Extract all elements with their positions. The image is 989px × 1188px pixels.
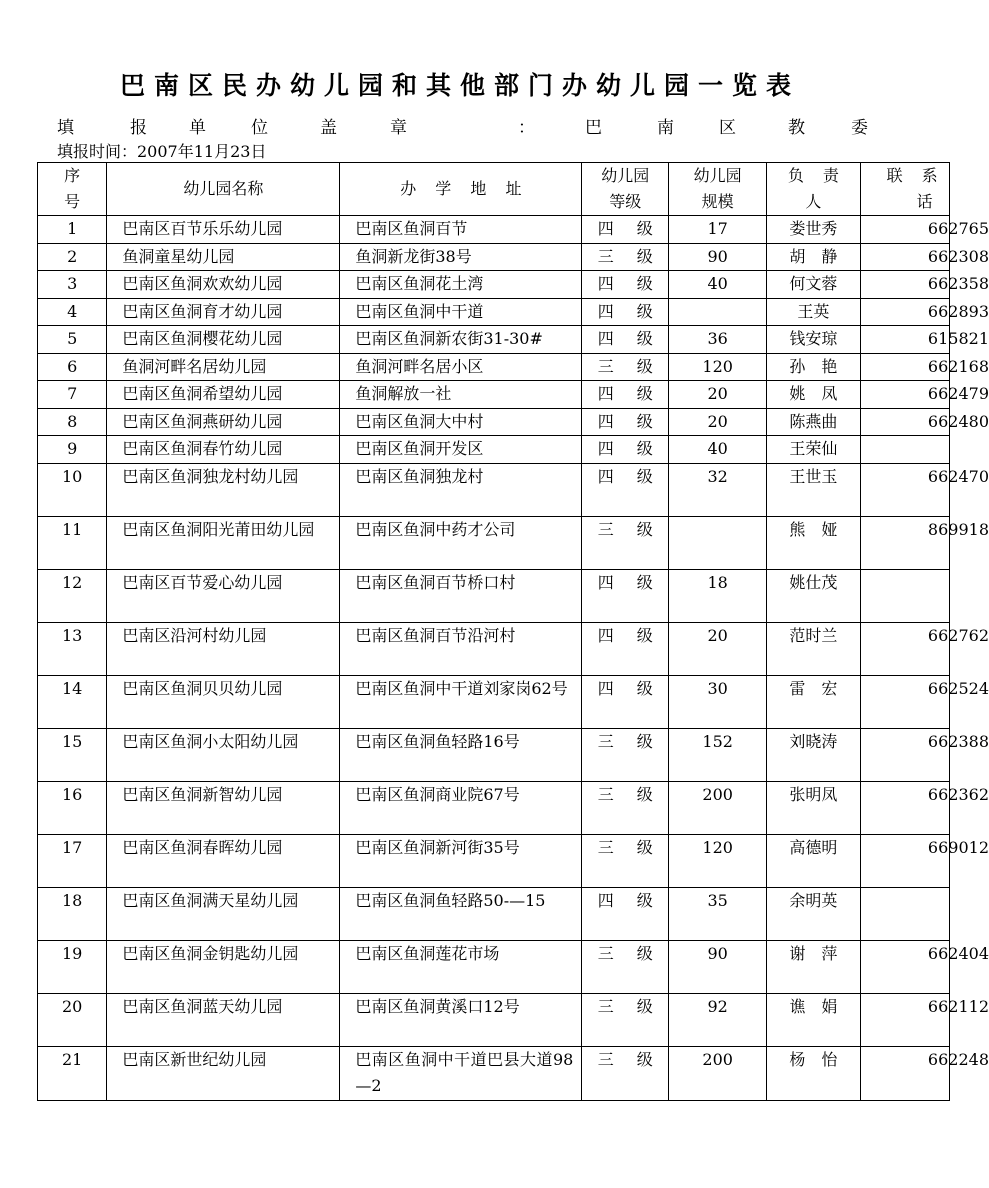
table-row xyxy=(38,271,950,299)
row-head: 何文蓉 xyxy=(767,271,860,299)
row-scale: 120 xyxy=(669,834,767,887)
row-phone-text: 662479 xyxy=(927,384,989,403)
header-head: 负 责 人 xyxy=(767,163,860,216)
row-address: 巴南区鱼洞开发区 xyxy=(340,436,582,464)
row-level: 三 级 xyxy=(582,728,669,781)
row-phone xyxy=(860,728,989,781)
row-head: 范时兰 xyxy=(767,622,860,675)
row-seq: 14 xyxy=(38,675,107,728)
row-name: 巴南区鱼洞欢欢幼儿园 xyxy=(107,271,340,299)
row-level: 四 级 xyxy=(582,887,669,940)
table-row xyxy=(38,622,950,675)
table-row xyxy=(38,298,950,326)
row-head: 王世玉 xyxy=(767,463,860,516)
row-seq: 19 xyxy=(38,940,107,993)
unit-line-char: ： xyxy=(518,118,535,138)
row-scale: 18 xyxy=(669,569,767,622)
table-row xyxy=(38,408,950,436)
table-row xyxy=(38,728,950,781)
row-phone xyxy=(860,675,989,728)
row-head: 钱安琼 xyxy=(767,326,860,354)
row-seq: 11 xyxy=(38,516,107,569)
row-scale: 90 xyxy=(669,243,767,271)
table-row xyxy=(38,463,950,516)
row-name: 巴南区鱼洞金钥匙幼儿园 xyxy=(107,940,340,993)
row-name: 巴南区鱼洞樱花幼儿园 xyxy=(107,326,340,354)
row-phone-text: 662358 xyxy=(927,274,989,293)
table-header-row xyxy=(38,163,950,216)
row-name: 巴南区鱼洞育才幼儿园 xyxy=(107,298,340,326)
row-scale: 30 xyxy=(669,675,767,728)
row-seq: 5 xyxy=(38,326,107,354)
row-level: 三 级 xyxy=(582,834,669,887)
row-phone-text: 662168 xyxy=(927,356,989,376)
row-level: 四 级 xyxy=(582,271,669,299)
row-address: 鱼洞河畔名居小区 xyxy=(340,353,582,381)
row-phone xyxy=(860,993,989,1046)
row-head: 陈燕曲 xyxy=(767,408,860,436)
row-seq: 4 xyxy=(38,298,107,326)
row-seq: 7 xyxy=(38,381,107,409)
row-phone xyxy=(860,436,949,464)
row-address: 巴南区鱼洞中药才公司 xyxy=(340,516,582,569)
row-phone-text: 662362 xyxy=(927,784,989,804)
row-phone xyxy=(860,381,989,409)
row-seq: 16 xyxy=(38,781,107,834)
row-address: 鱼洞新龙街38号 xyxy=(340,243,582,271)
row-head: 刘晓涛 xyxy=(767,728,860,781)
row-level: 三 级 xyxy=(582,781,669,834)
row-name: 巴南区鱼洞春竹幼儿园 xyxy=(107,436,340,464)
row-name: 巴南区鱼洞小太阳幼儿园 xyxy=(107,728,340,781)
row-level: 四 级 xyxy=(582,216,669,244)
row-address: 巴南区鱼洞鱼轻路50-—15 xyxy=(340,887,582,940)
table-row xyxy=(38,940,950,993)
row-head: 胡 静 xyxy=(767,243,860,271)
row-phone xyxy=(860,887,949,940)
row-scale: 32 xyxy=(669,463,767,516)
row-head: 余明英 xyxy=(767,887,860,940)
row-name: 巴南区鱼洞阳光莆田幼儿园 xyxy=(107,516,340,569)
unit-line-char: 区 xyxy=(719,118,736,138)
row-phone-text: 669012 xyxy=(927,837,989,857)
row-address: 巴南区鱼洞莲花市场 xyxy=(340,940,582,993)
row-scale: 40 xyxy=(669,436,767,464)
row-phone-text: 662388 xyxy=(927,731,989,751)
row-phone-text: 662308 xyxy=(927,246,989,266)
row-name: 巴南区鱼洞独龙村幼儿园 xyxy=(107,463,340,516)
kindergarten-table xyxy=(37,162,989,1101)
row-level: 三 级 xyxy=(582,243,669,271)
reporting-unit-line xyxy=(57,113,950,138)
table-row xyxy=(38,569,950,622)
row-phone xyxy=(860,781,989,834)
row-level: 四 级 xyxy=(582,298,669,326)
row-phone-text: 662765 xyxy=(927,219,989,238)
row-address: 巴南区鱼洞大中村 xyxy=(340,408,582,436)
row-head: 王荣仙 xyxy=(767,436,860,464)
row-name: 巴南区沿河村幼儿园 xyxy=(107,622,340,675)
header-name: 幼儿园名称 xyxy=(107,163,340,216)
row-head: 张明凤 xyxy=(767,781,860,834)
row-scale: 40 xyxy=(669,271,767,299)
row-seq: 10 xyxy=(38,463,107,516)
row-address: 巴南区鱼洞百节桥口村 xyxy=(340,569,582,622)
row-head: 谯 娟 xyxy=(767,993,860,1046)
row-level: 四 级 xyxy=(582,436,669,464)
row-address: 巴南区鱼洞商业院67号 xyxy=(340,781,582,834)
table-row xyxy=(38,353,950,381)
unit-line-char: 位 xyxy=(251,118,268,138)
row-phone-text: 662112 xyxy=(927,996,989,1016)
row-head: 姚 凤 xyxy=(767,381,860,409)
report-date: 填报时间：2007年11月23日 xyxy=(57,142,267,161)
row-phone xyxy=(860,326,989,354)
table-row xyxy=(38,675,950,728)
table-row xyxy=(38,243,950,271)
row-level: 三 级 xyxy=(582,353,669,381)
row-address: 巴南区鱼洞独龙村 xyxy=(340,463,582,516)
row-address: 鱼洞解放一社 xyxy=(340,381,582,409)
table-row xyxy=(38,516,950,569)
row-seq: 8 xyxy=(38,408,107,436)
row-scale: 20 xyxy=(669,408,767,436)
row-phone-text: 662248 xyxy=(927,1049,989,1069)
header-address: 办 学 地 址 xyxy=(340,163,582,216)
row-name: 巴南区百节乐乐幼儿园 xyxy=(107,216,340,244)
row-phone-text: 662524 xyxy=(927,678,989,698)
row-seq: 1 xyxy=(38,216,107,244)
header-seq: 序 号 xyxy=(38,163,107,216)
row-scale: 152 xyxy=(669,728,767,781)
row-address: 巴南区鱼洞百节沿河村 xyxy=(340,622,582,675)
row-head: 谢 萍 xyxy=(767,940,860,993)
row-head: 姚仕茂 xyxy=(767,569,860,622)
unit-line-char: 巴 xyxy=(585,118,602,138)
row-name: 巴南区新世纪幼儿园 xyxy=(107,1046,340,1100)
table-row xyxy=(38,834,950,887)
row-phone xyxy=(860,408,989,436)
row-level: 三 级 xyxy=(582,516,669,569)
header-phone: 联 系 话 xyxy=(860,163,949,216)
table-row xyxy=(38,326,950,354)
table-row xyxy=(38,1046,950,1100)
table-row xyxy=(38,887,950,940)
row-address: 巴南区鱼洞鱼轻路16号 xyxy=(340,728,582,781)
unit-line-char: 填 xyxy=(57,118,74,138)
row-name: 巴南区百节爱心幼儿园 xyxy=(107,569,340,622)
row-head: 王英 xyxy=(767,298,860,326)
row-phone-text: 662480 xyxy=(927,411,989,431)
table-row xyxy=(38,781,950,834)
row-scale: 35 xyxy=(669,887,767,940)
row-head: 娄世秀 xyxy=(767,216,860,244)
row-name: 巴南区鱼洞燕研幼儿园 xyxy=(107,408,340,436)
row-phone xyxy=(860,834,989,887)
row-name: 巴南区鱼洞贝贝幼儿园 xyxy=(107,675,340,728)
row-phone xyxy=(860,463,989,516)
row-scale: 20 xyxy=(669,622,767,675)
row-head: 雷 宏 xyxy=(767,675,860,728)
row-name: 巴南区鱼洞新智幼儿园 xyxy=(107,781,340,834)
row-phone xyxy=(860,243,989,271)
row-head: 孙 艳 xyxy=(767,353,860,381)
header-level: 幼儿园 等级 xyxy=(582,163,669,216)
row-phone-text: 615821 xyxy=(927,329,989,348)
row-seq: 18 xyxy=(38,887,107,940)
row-phone xyxy=(860,622,989,675)
unit-line-char: 章 xyxy=(390,118,407,138)
unit-line-char: 单 xyxy=(189,118,206,138)
row-name: 巴南区鱼洞春晖幼儿园 xyxy=(107,834,340,887)
row-head: 高德明 xyxy=(767,834,860,887)
row-level: 四 级 xyxy=(582,622,669,675)
table-row xyxy=(38,436,950,464)
row-phone xyxy=(860,940,989,993)
row-phone xyxy=(860,516,989,569)
row-scale: 17 xyxy=(669,216,767,244)
row-phone xyxy=(860,353,989,381)
row-phone xyxy=(860,298,989,326)
row-phone xyxy=(860,271,989,299)
table-row xyxy=(38,381,950,409)
row-scale: 200 xyxy=(669,1046,767,1100)
row-head: 熊 娅 xyxy=(767,516,860,569)
row-level: 三 级 xyxy=(582,993,669,1046)
row-seq: 20 xyxy=(38,993,107,1046)
header-scale: 幼儿园 规模 xyxy=(669,163,767,216)
row-phone-text: 662762 xyxy=(927,625,989,645)
row-scale: 200 xyxy=(669,781,767,834)
row-scale: 90 xyxy=(669,940,767,993)
row-seq: 2 xyxy=(38,243,107,271)
row-address: 巴南区鱼洞黄溪口12号 xyxy=(340,993,582,1046)
unit-line-char: 委 xyxy=(851,118,868,138)
unit-line-char: 教 xyxy=(788,118,805,138)
row-phone xyxy=(860,216,989,244)
row-phone-text: 662470 xyxy=(927,466,989,486)
row-address: 巴南区鱼洞百节 xyxy=(340,216,582,244)
row-seq: 3 xyxy=(38,271,107,299)
row-scale xyxy=(669,516,767,569)
row-scale: 20 xyxy=(669,381,767,409)
row-seq: 15 xyxy=(38,728,107,781)
row-address: 巴南区鱼洞花土湾 xyxy=(340,271,582,299)
row-head: 杨 怡 xyxy=(767,1046,860,1100)
row-level: 四 级 xyxy=(582,408,669,436)
row-phone-text: 662893 xyxy=(927,301,989,321)
row-scale: 120 xyxy=(669,353,767,381)
row-seq: 12 xyxy=(38,569,107,622)
row-level: 四 级 xyxy=(582,381,669,409)
row-address: 巴南区鱼洞中干道巴县大道98—2 xyxy=(340,1046,582,1100)
table-row xyxy=(38,993,950,1046)
unit-line-char: 报 xyxy=(130,118,147,138)
row-level: 四 级 xyxy=(582,675,669,728)
row-address: 巴南区鱼洞新河街35号 xyxy=(340,834,582,887)
row-level: 三 级 xyxy=(582,940,669,993)
row-name: 巴南区鱼洞满天星幼儿园 xyxy=(107,887,340,940)
unit-line-char: 盖 xyxy=(320,118,337,138)
row-scale: 36 xyxy=(669,326,767,354)
row-name: 巴南区鱼洞蓝天幼儿园 xyxy=(107,993,340,1046)
row-phone xyxy=(860,1046,989,1100)
row-level: 四 级 xyxy=(582,463,669,516)
row-address: 巴南区鱼洞中干道刘家岗62号 xyxy=(340,675,582,728)
row-level: 四 级 xyxy=(582,326,669,354)
row-name: 鱼洞河畔名居幼儿园 xyxy=(107,353,340,381)
row-level: 四 级 xyxy=(582,569,669,622)
row-seq: 21 xyxy=(38,1046,107,1100)
row-address: 巴南区鱼洞新农街31-30# xyxy=(340,326,582,354)
unit-line-char: 南 xyxy=(657,118,674,138)
row-name: 巴南区鱼洞希望幼儿园 xyxy=(107,381,340,409)
row-name: 鱼洞童星幼儿园 xyxy=(107,243,340,271)
row-seq: 13 xyxy=(38,622,107,675)
row-seq: 9 xyxy=(38,436,107,464)
row-phone-text: 662404 xyxy=(927,943,989,963)
row-phone xyxy=(860,569,949,622)
row-seq: 6 xyxy=(38,353,107,381)
row-scale: 92 xyxy=(669,993,767,1046)
row-level: 三 级 xyxy=(582,1046,669,1100)
table-row xyxy=(38,216,950,244)
row-phone-text: 869918 xyxy=(927,519,989,539)
page-title: 巴南区民办幼儿园和其他部门办幼儿园一览表 xyxy=(119,71,800,100)
row-scale xyxy=(669,298,767,326)
row-address: 巴南区鱼洞中干道 xyxy=(340,298,582,326)
row-seq: 17 xyxy=(38,834,107,887)
